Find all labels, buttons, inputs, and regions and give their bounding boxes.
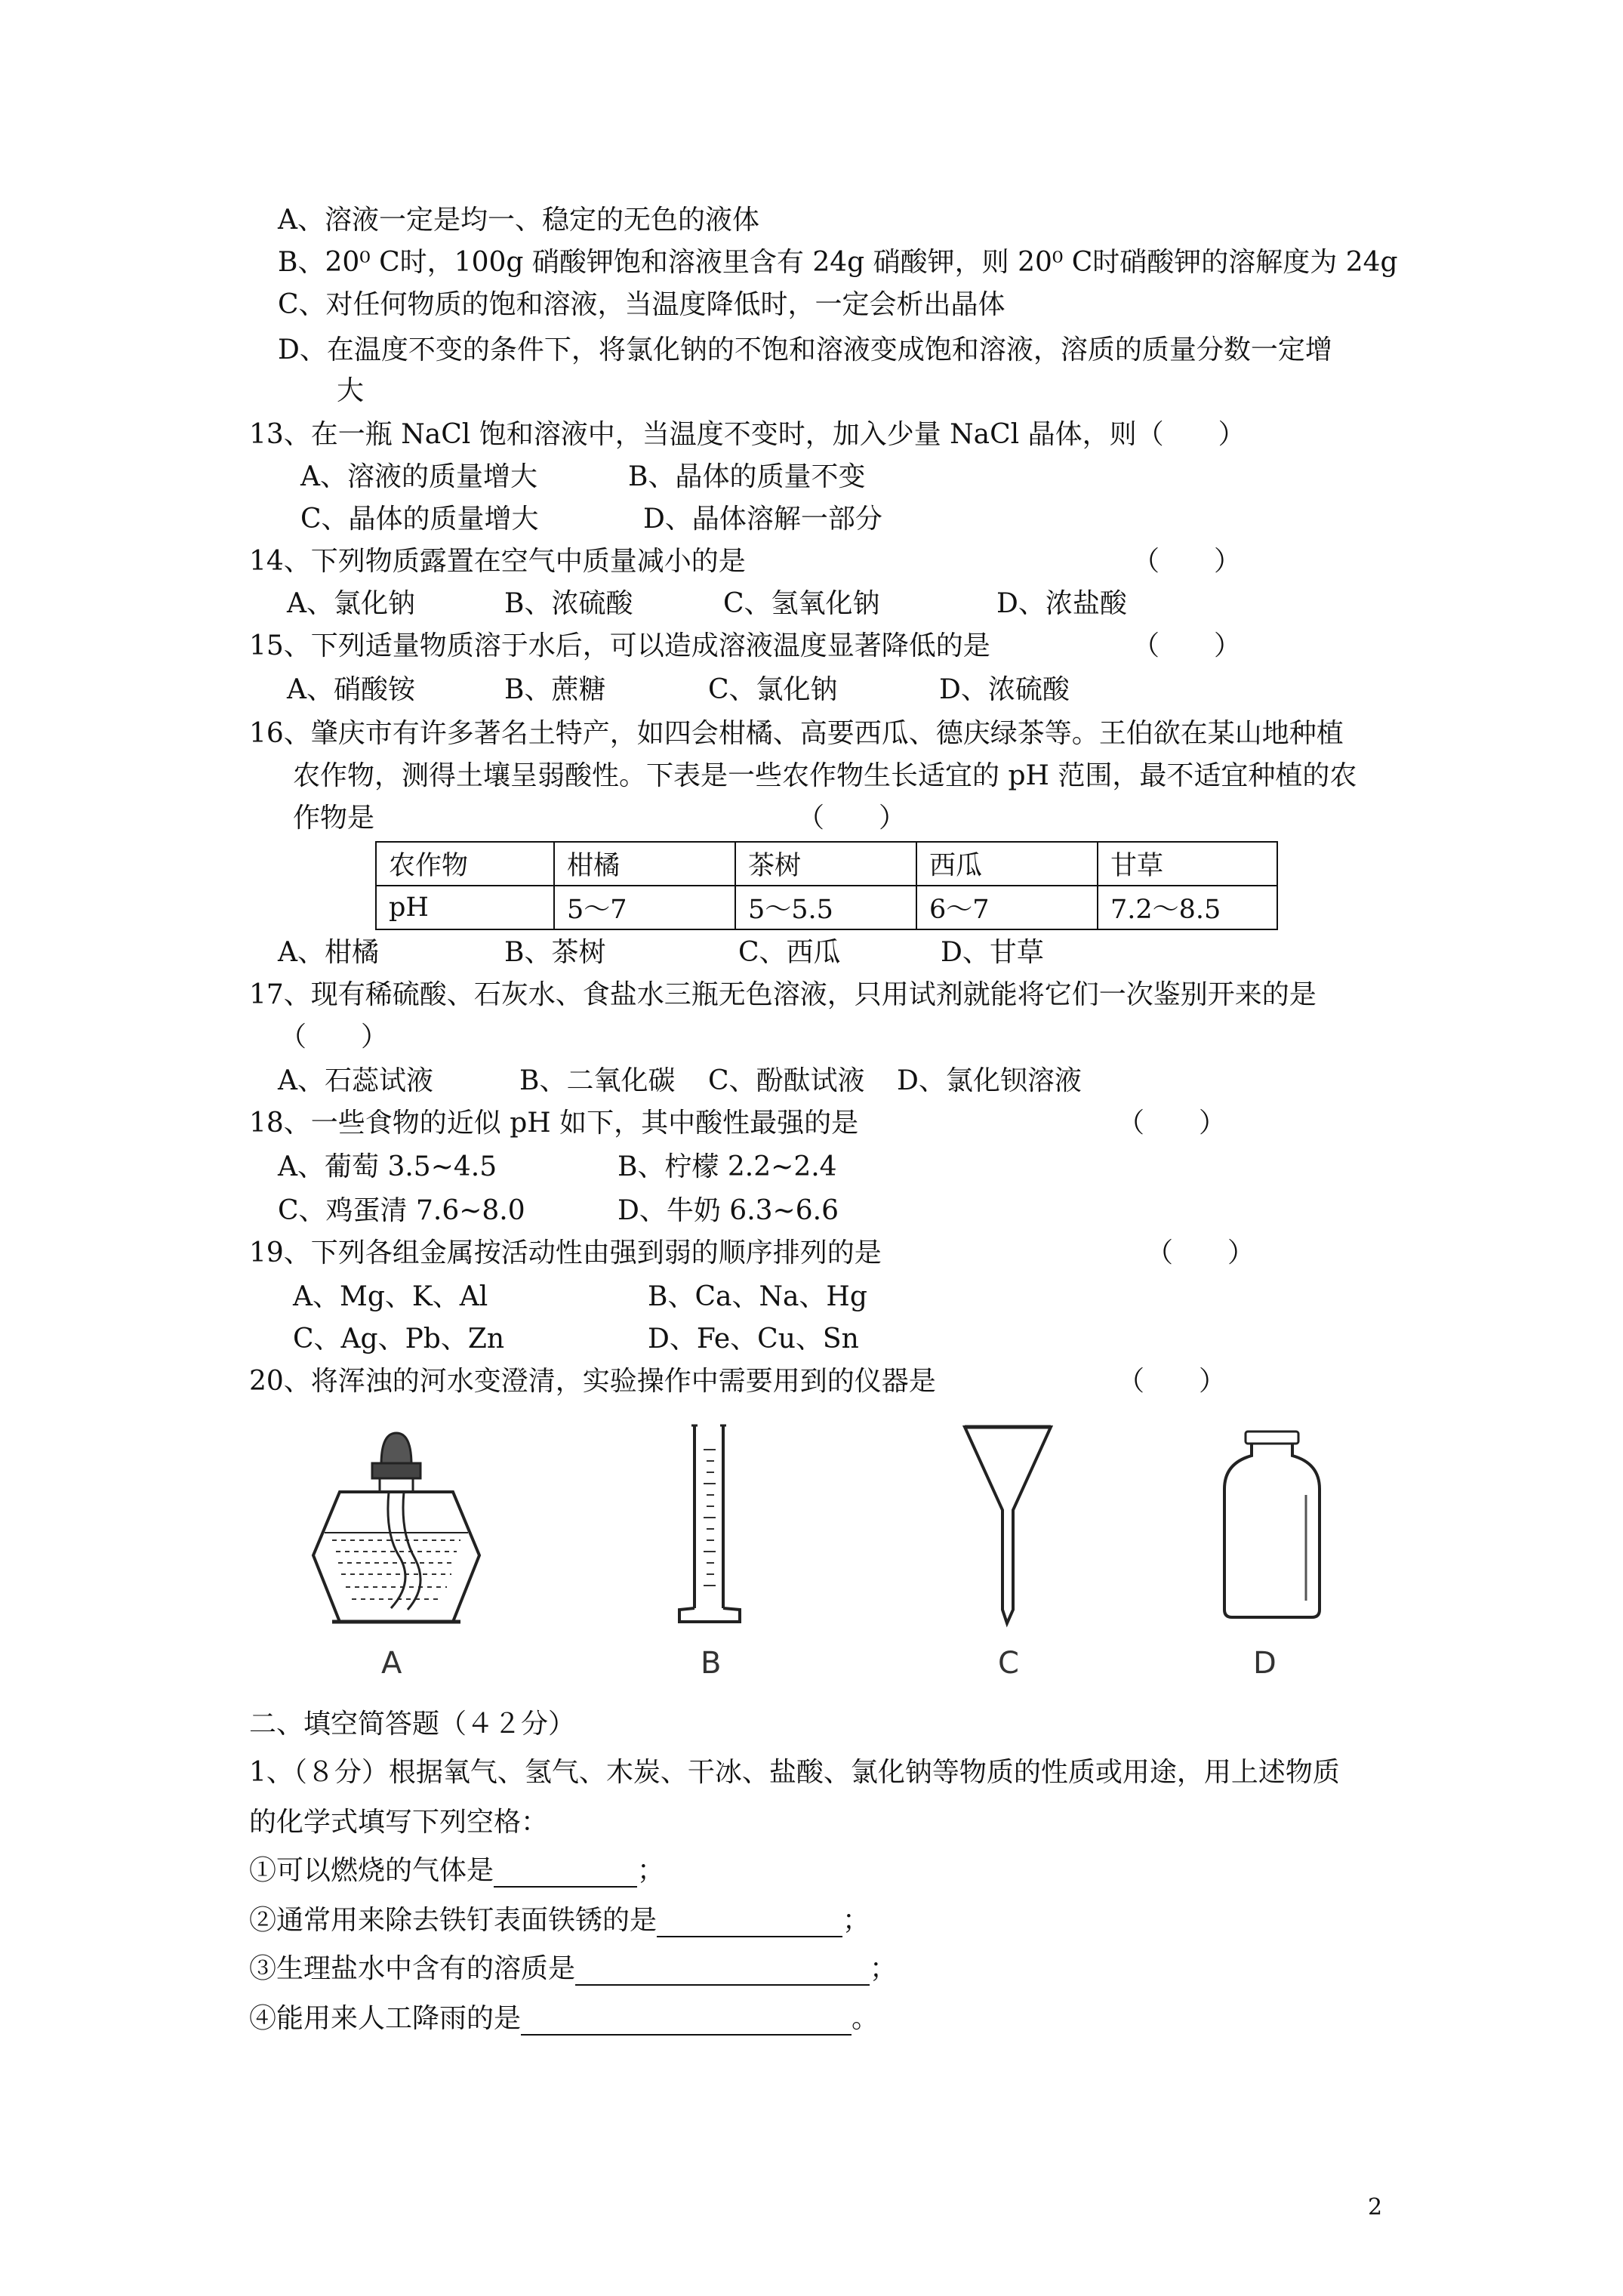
q16-option-d: D、甘草 bbox=[941, 937, 1044, 968]
q12-option-b: B、20⁰ C时，100g 硝酸钾饱和溶液里含有 24g 硝酸钾，则 20⁰ C时硝酸钾的溶解度为 24g bbox=[278, 247, 1398, 278]
q14-option-b: B、浓硫酸 bbox=[504, 588, 633, 619]
q16-answer-paren: （ ） bbox=[797, 803, 907, 834]
item-label: ④能用来人工降雨的是 bbox=[249, 2003, 522, 2034]
table-cell: 6～7 bbox=[916, 886, 1098, 929]
q13-option-b: B、晶体的质量不变 bbox=[628, 461, 866, 492]
apparatus-label-c: C bbox=[998, 1646, 1019, 1681]
apparatus-label-d: D bbox=[1253, 1646, 1277, 1681]
table-cell: 柑橘 bbox=[554, 842, 735, 886]
item-label: ①可以燃烧的气体是 bbox=[249, 1855, 494, 1886]
q18-option-a: A、葡萄 3.5~4.5 bbox=[278, 1151, 497, 1182]
q15-option-b: B、蔗糖 bbox=[504, 674, 606, 705]
s2-q1-item4 bbox=[249, 2002, 879, 2036]
q12-option-d-line1: D、在温度不变的条件下，将氯化钠的不饱和溶液变成饱和溶液，溶质的质量分数一定增 bbox=[278, 334, 1332, 365]
item-label: ②通常用来除去铁钉表面铁锈的是 bbox=[249, 1905, 658, 1936]
q17-option-a: A、石蕊试液 bbox=[278, 1065, 433, 1096]
q16-stem-line1: 16、肇庆市有许多著名土特产，如四会柑橘、高要西瓜、德庆绿茶等。王伯欲在某山地种植 bbox=[249, 718, 1344, 749]
table-header-row bbox=[376, 842, 1277, 886]
s2-q1-stem-line2: 的化学式填写下列空格： bbox=[249, 1807, 549, 1838]
table-cell: 农作物 bbox=[376, 842, 554, 886]
apparatus-label-b: B bbox=[701, 1646, 722, 1681]
q19-option-a: A、Mg、K、Al bbox=[293, 1281, 488, 1312]
q16-stem-line3: 作物是 bbox=[293, 803, 375, 834]
q16-stem-line2: 农作物，测得土壤呈弱酸性。下表是一些农作物生长适宜的 pH 范围，最不适宜种植的农 bbox=[293, 760, 1357, 791]
wide-mouth-bottle-icon bbox=[1215, 1419, 1329, 1638]
answer-blank-2[interactable] bbox=[657, 1906, 842, 1937]
q17-option-b: B、二氧化碳 bbox=[519, 1065, 676, 1096]
q18-option-d: D、牛奶 6.3~6.6 bbox=[617, 1195, 839, 1226]
section-heading: 二、填空简答题（４２分） bbox=[249, 1709, 576, 1740]
q14-option-a: A、氯化钠 bbox=[287, 588, 415, 619]
q17-option-d: D、氯化钡溶液 bbox=[897, 1065, 1082, 1096]
item-label: ③生理盐水中含有的溶质是 bbox=[249, 1953, 576, 1984]
crop-ph-table bbox=[375, 841, 1278, 930]
q16-option-a: A、柑橘 bbox=[278, 937, 379, 968]
table-cell: 甘草 bbox=[1098, 842, 1277, 886]
q20-stem: 20、将浑浊的河水变澄清，实验操作中需要用到的仪器是 bbox=[249, 1366, 936, 1397]
q13-option-c: C、晶体的质量增大 bbox=[300, 504, 539, 535]
q12-option-c: C、对任何物质的饱和溶液，当温度降低时，一定会析出晶体 bbox=[278, 289, 1006, 320]
q18-answer-paren: （ ） bbox=[1117, 1108, 1227, 1139]
q18-option-b: B、柠檬 2.2~2.4 bbox=[617, 1151, 837, 1182]
q13-stem: 13、在一瓶 NaCl 饱和溶液中，当温度不变时，加入少量 NaCl 晶体，则（ ） bbox=[249, 419, 1246, 450]
q19-stem: 19、下列各组金属按活动性由强到弱的顺序排列的是 bbox=[249, 1237, 882, 1268]
q19-option-c: C、Ag、Pb、Zn bbox=[293, 1324, 505, 1354]
q14-option-c: C、氢氧化钠 bbox=[723, 588, 880, 619]
q16-option-c: C、西瓜 bbox=[738, 937, 841, 968]
q15-option-a: A、硝酸铵 bbox=[287, 674, 415, 705]
s2-q1-item2 bbox=[249, 1904, 870, 1937]
q15-option-c: C、氯化钠 bbox=[708, 674, 838, 705]
q15-answer-paren: （ ） bbox=[1132, 630, 1242, 661]
table-row bbox=[376, 886, 1277, 929]
s2-q1-stem-line1: 1、（８分）根据氧气、氢气、木炭、干冰、盐酸、氯化钠等物质的性质或用途，用上述物质 bbox=[249, 1757, 1340, 1788]
q13-option-d: D、晶体溶解一部分 bbox=[643, 504, 882, 535]
q13-option-a: A、溶液的质量增大 bbox=[300, 461, 537, 492]
q17-stem: 17、现有稀硫酸、石灰水、食盐水三瓶无色溶液，只用试剂就能将它们一次鉴别开来的是 bbox=[249, 979, 1317, 1010]
table-cell: 5～5.5 bbox=[735, 886, 916, 929]
q20-answer-paren: （ ） bbox=[1117, 1366, 1227, 1397]
answer-blank-4[interactable] bbox=[521, 2004, 852, 2036]
page-number: 2 bbox=[1368, 2194, 1383, 2220]
q14-stem: 14、下列物质露置在空气中质量减小的是 bbox=[249, 546, 746, 577]
graduated-cylinder-icon bbox=[664, 1419, 755, 1638]
q15-stem: 15、下列适量物质溶于水后，可以造成溶液温度显著降低的是 bbox=[249, 630, 990, 661]
alcohol-lamp-icon bbox=[302, 1419, 491, 1638]
q17-option-c: C、酚酞试液 bbox=[708, 1065, 865, 1096]
table-cell: 5～7 bbox=[554, 886, 735, 929]
item-separator: ； bbox=[870, 1953, 898, 1984]
item-separator: ； bbox=[637, 1855, 665, 1886]
q12-option-d-line2: 大 bbox=[337, 375, 365, 406]
apparatus-figures bbox=[287, 1419, 1359, 1691]
q12-option-a: A、溶液一定是均一、稳定的无色的液体 bbox=[278, 205, 759, 236]
funnel-icon bbox=[959, 1419, 1057, 1638]
q19-option-b: B、Ca、Na、Hg bbox=[648, 1281, 867, 1312]
apparatus-label-a: A bbox=[381, 1646, 402, 1681]
table-cell: 7.2～8.5 bbox=[1098, 886, 1277, 929]
table-cell: 西瓜 bbox=[916, 842, 1098, 886]
answer-blank-1[interactable] bbox=[494, 1856, 637, 1888]
answer-blank-3[interactable] bbox=[575, 1954, 870, 1986]
table-cell: pH bbox=[376, 886, 554, 929]
s2-q1-item1 bbox=[249, 1854, 664, 1888]
q19-option-d: D、Fe、Cu、Sn bbox=[648, 1324, 859, 1354]
q17-answer-paren: （ ） bbox=[279, 1022, 389, 1052]
item-separator: ； bbox=[842, 1905, 870, 1936]
q19-answer-paren: （ ） bbox=[1146, 1237, 1255, 1268]
s2-q1-item3 bbox=[249, 1952, 897, 1986]
q18-stem: 18、一些食物的近似 pH 如下，其中酸性最强的是 bbox=[249, 1108, 859, 1139]
q18-option-c: C、鸡蛋清 7.6~8.0 bbox=[278, 1195, 525, 1226]
table-cell: 茶树 bbox=[735, 842, 916, 886]
q15-option-d: D、浓硫酸 bbox=[939, 674, 1070, 705]
q14-answer-paren: （ ） bbox=[1132, 546, 1242, 577]
q14-option-d: D、浓盐酸 bbox=[996, 588, 1127, 619]
item-end: 。 bbox=[852, 2003, 879, 2034]
q16-option-b: B、茶树 bbox=[504, 937, 606, 968]
